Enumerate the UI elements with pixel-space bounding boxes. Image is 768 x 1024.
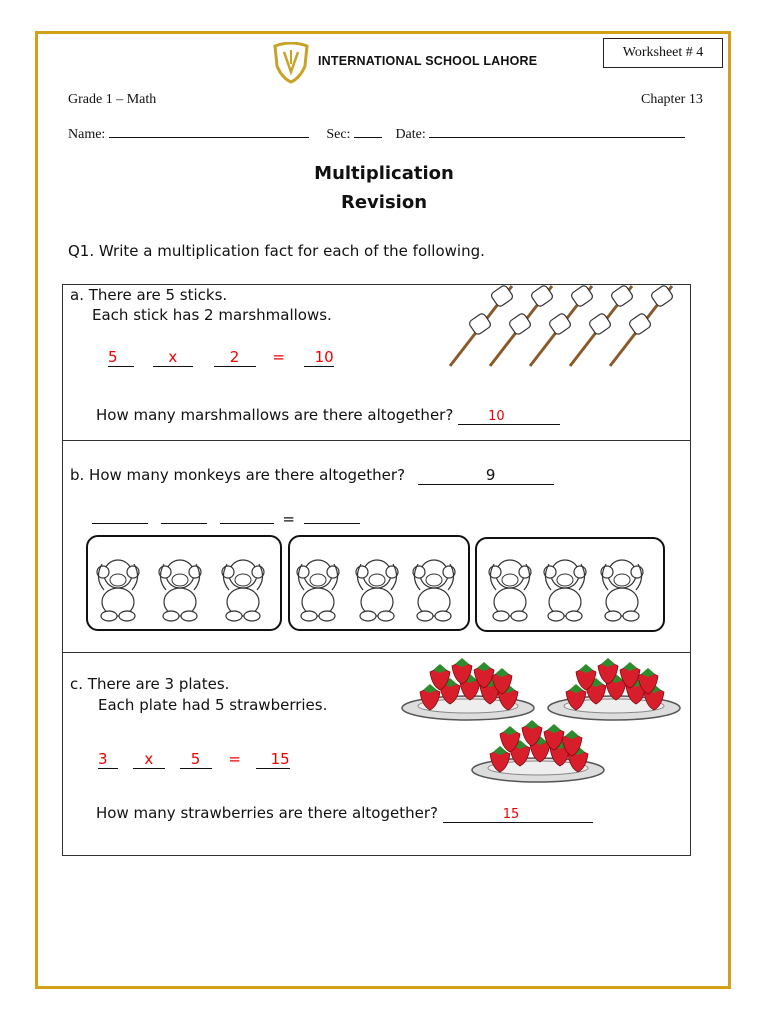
fact-c-factor1[interactable]: 3	[98, 750, 118, 769]
part-b-answer[interactable]: 9	[418, 466, 554, 485]
name-label: Name:	[68, 127, 106, 142]
part-a-answer[interactable]: 10	[458, 409, 560, 425]
fact-a-factor1[interactable]: 5	[108, 348, 134, 367]
part-c-answer[interactable]: 15	[443, 807, 593, 823]
sec-label: Sec:	[326, 127, 351, 142]
fact-c-factor2[interactable]: 5	[180, 750, 212, 769]
part-c-line1: c. There are 3 plates.	[70, 675, 230, 693]
strawberry-plate	[548, 658, 680, 720]
part-c-question: How many strawberries are there altogether?	[96, 804, 438, 822]
part-a-line1: a. There are 5 sticks.	[70, 286, 228, 304]
question-heading: Q1. Write a multiplication fact for each of the following.	[68, 242, 485, 260]
part-c-line2: Each plate had 5 strawberries.	[98, 696, 328, 714]
fact-c-equals: =	[228, 750, 241, 768]
fact-b-equals: =	[282, 510, 295, 528]
fact-a-equals: =	[272, 348, 285, 366]
part-c-question-row	[96, 804, 593, 823]
page-subtitle: Revision	[340, 192, 428, 213]
worksheet-label: Worksheet # 4	[603, 38, 723, 68]
part-c-fact	[98, 750, 290, 769]
date-label: Date:	[395, 127, 426, 142]
page-title: Multiplication	[314, 163, 454, 184]
part-a-question-text: How many marshmallows are there altogether?	[96, 406, 454, 424]
strawberry-plate	[402, 658, 534, 720]
fact-a-factor2[interactable]: 2	[214, 348, 256, 367]
fact-c-operator[interactable]: x	[133, 750, 165, 769]
part-a-line2: Each stick has 2 marshmallows.	[92, 306, 332, 324]
school-name: INTERNATIONAL SCHOOL LAHORE	[318, 54, 538, 68]
fact-a-product[interactable]: 10	[304, 348, 334, 367]
part-b-question: b. How many monkeys are there altogether?	[70, 466, 406, 484]
fact-c-product[interactable]: 15	[256, 750, 290, 769]
strawberry-plate	[472, 720, 604, 782]
fact-a-operator[interactable]: x	[153, 348, 193, 367]
chapter-label: Chapter 13	[641, 92, 703, 107]
grade-label: Grade 1 – Math	[68, 92, 157, 107]
